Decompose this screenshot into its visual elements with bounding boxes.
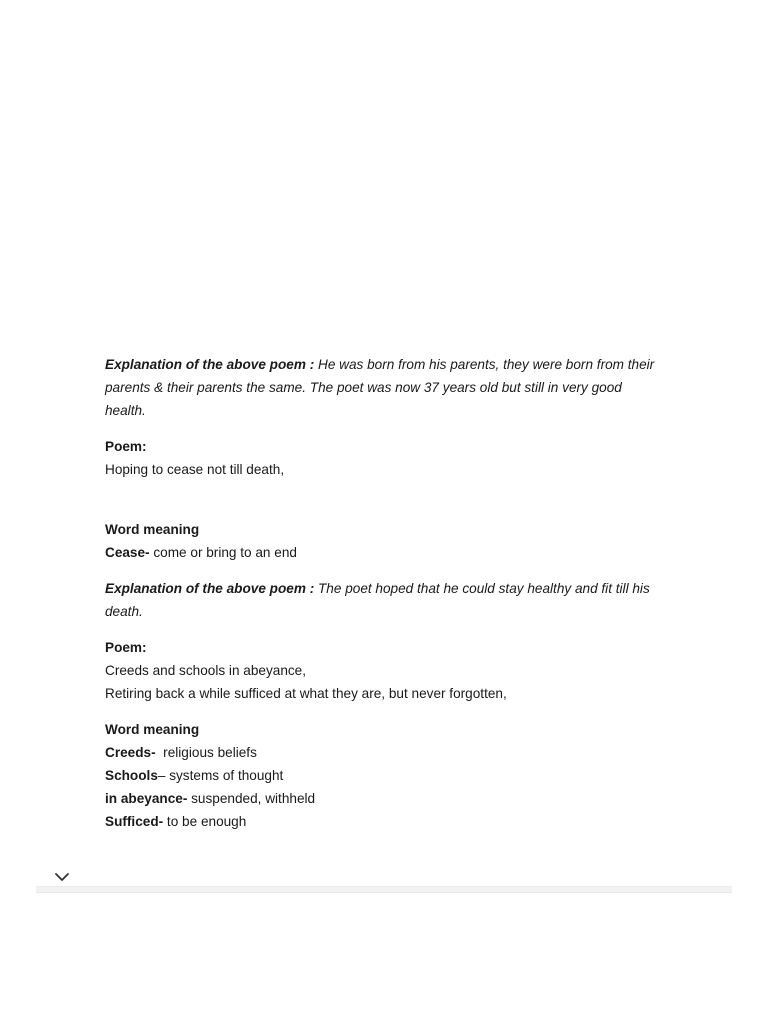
explanation-text: The poet hoped that he could stay healthy and fit till his death. — [105, 581, 650, 619]
word-meaning-term: Creeds- — [105, 745, 156, 760]
explanation-label: Explanation of the above poem : — [105, 357, 315, 372]
word-meaning-item — [105, 741, 665, 764]
explanation-paragraph — [105, 353, 665, 422]
explanation-paragraph — [105, 577, 665, 623]
poem-block — [105, 636, 665, 705]
word-meaning-term: Cease- — [105, 545, 150, 560]
word-meaning-definition: religious beliefs — [155, 745, 257, 760]
word-meaning-label: Word meaning — [105, 722, 200, 737]
word-meaning-definition: – systems of thought — [157, 768, 284, 783]
poem-line: Retiring back a while sufficed at what they are, but never forgotten, — [105, 686, 507, 701]
poem-block — [105, 435, 665, 481]
article-body — [105, 353, 665, 833]
word-meaning-term: Schools — [105, 768, 158, 783]
poem-line: Creeds and schools in abeyance, — [105, 663, 307, 678]
explanation-label: Explanation of the above poem : — [105, 581, 315, 596]
word-meaning-term: Sufficed- — [105, 814, 164, 829]
word-meaning-item — [105, 541, 665, 564]
poem-label: Poem: — [105, 640, 147, 655]
explanation-text: He was born from his parents, they were born from their parents & their parents the same. The poet was now 37 years old but still in very good health. — [105, 357, 655, 418]
section-divider — [36, 886, 732, 893]
word-meaning-block — [105, 718, 665, 833]
chevron-down-icon[interactable] — [52, 868, 72, 886]
poem-line: Hoping to cease not till death, — [105, 462, 285, 477]
poem-label: Poem: — [105, 439, 147, 454]
word-meaning-block — [105, 518, 665, 564]
word-meaning-label: Word meaning — [105, 522, 200, 537]
word-meaning-item — [105, 764, 665, 787]
word-meaning-item — [105, 787, 665, 810]
word-meaning-item — [105, 810, 665, 833]
word-meaning-definition: come or bring to an end — [149, 545, 297, 560]
word-meaning-term: in abeyance- — [105, 791, 188, 806]
word-meaning-definition: suspended, withheld — [187, 791, 316, 806]
word-meaning-definition: to be enough — [163, 814, 247, 829]
